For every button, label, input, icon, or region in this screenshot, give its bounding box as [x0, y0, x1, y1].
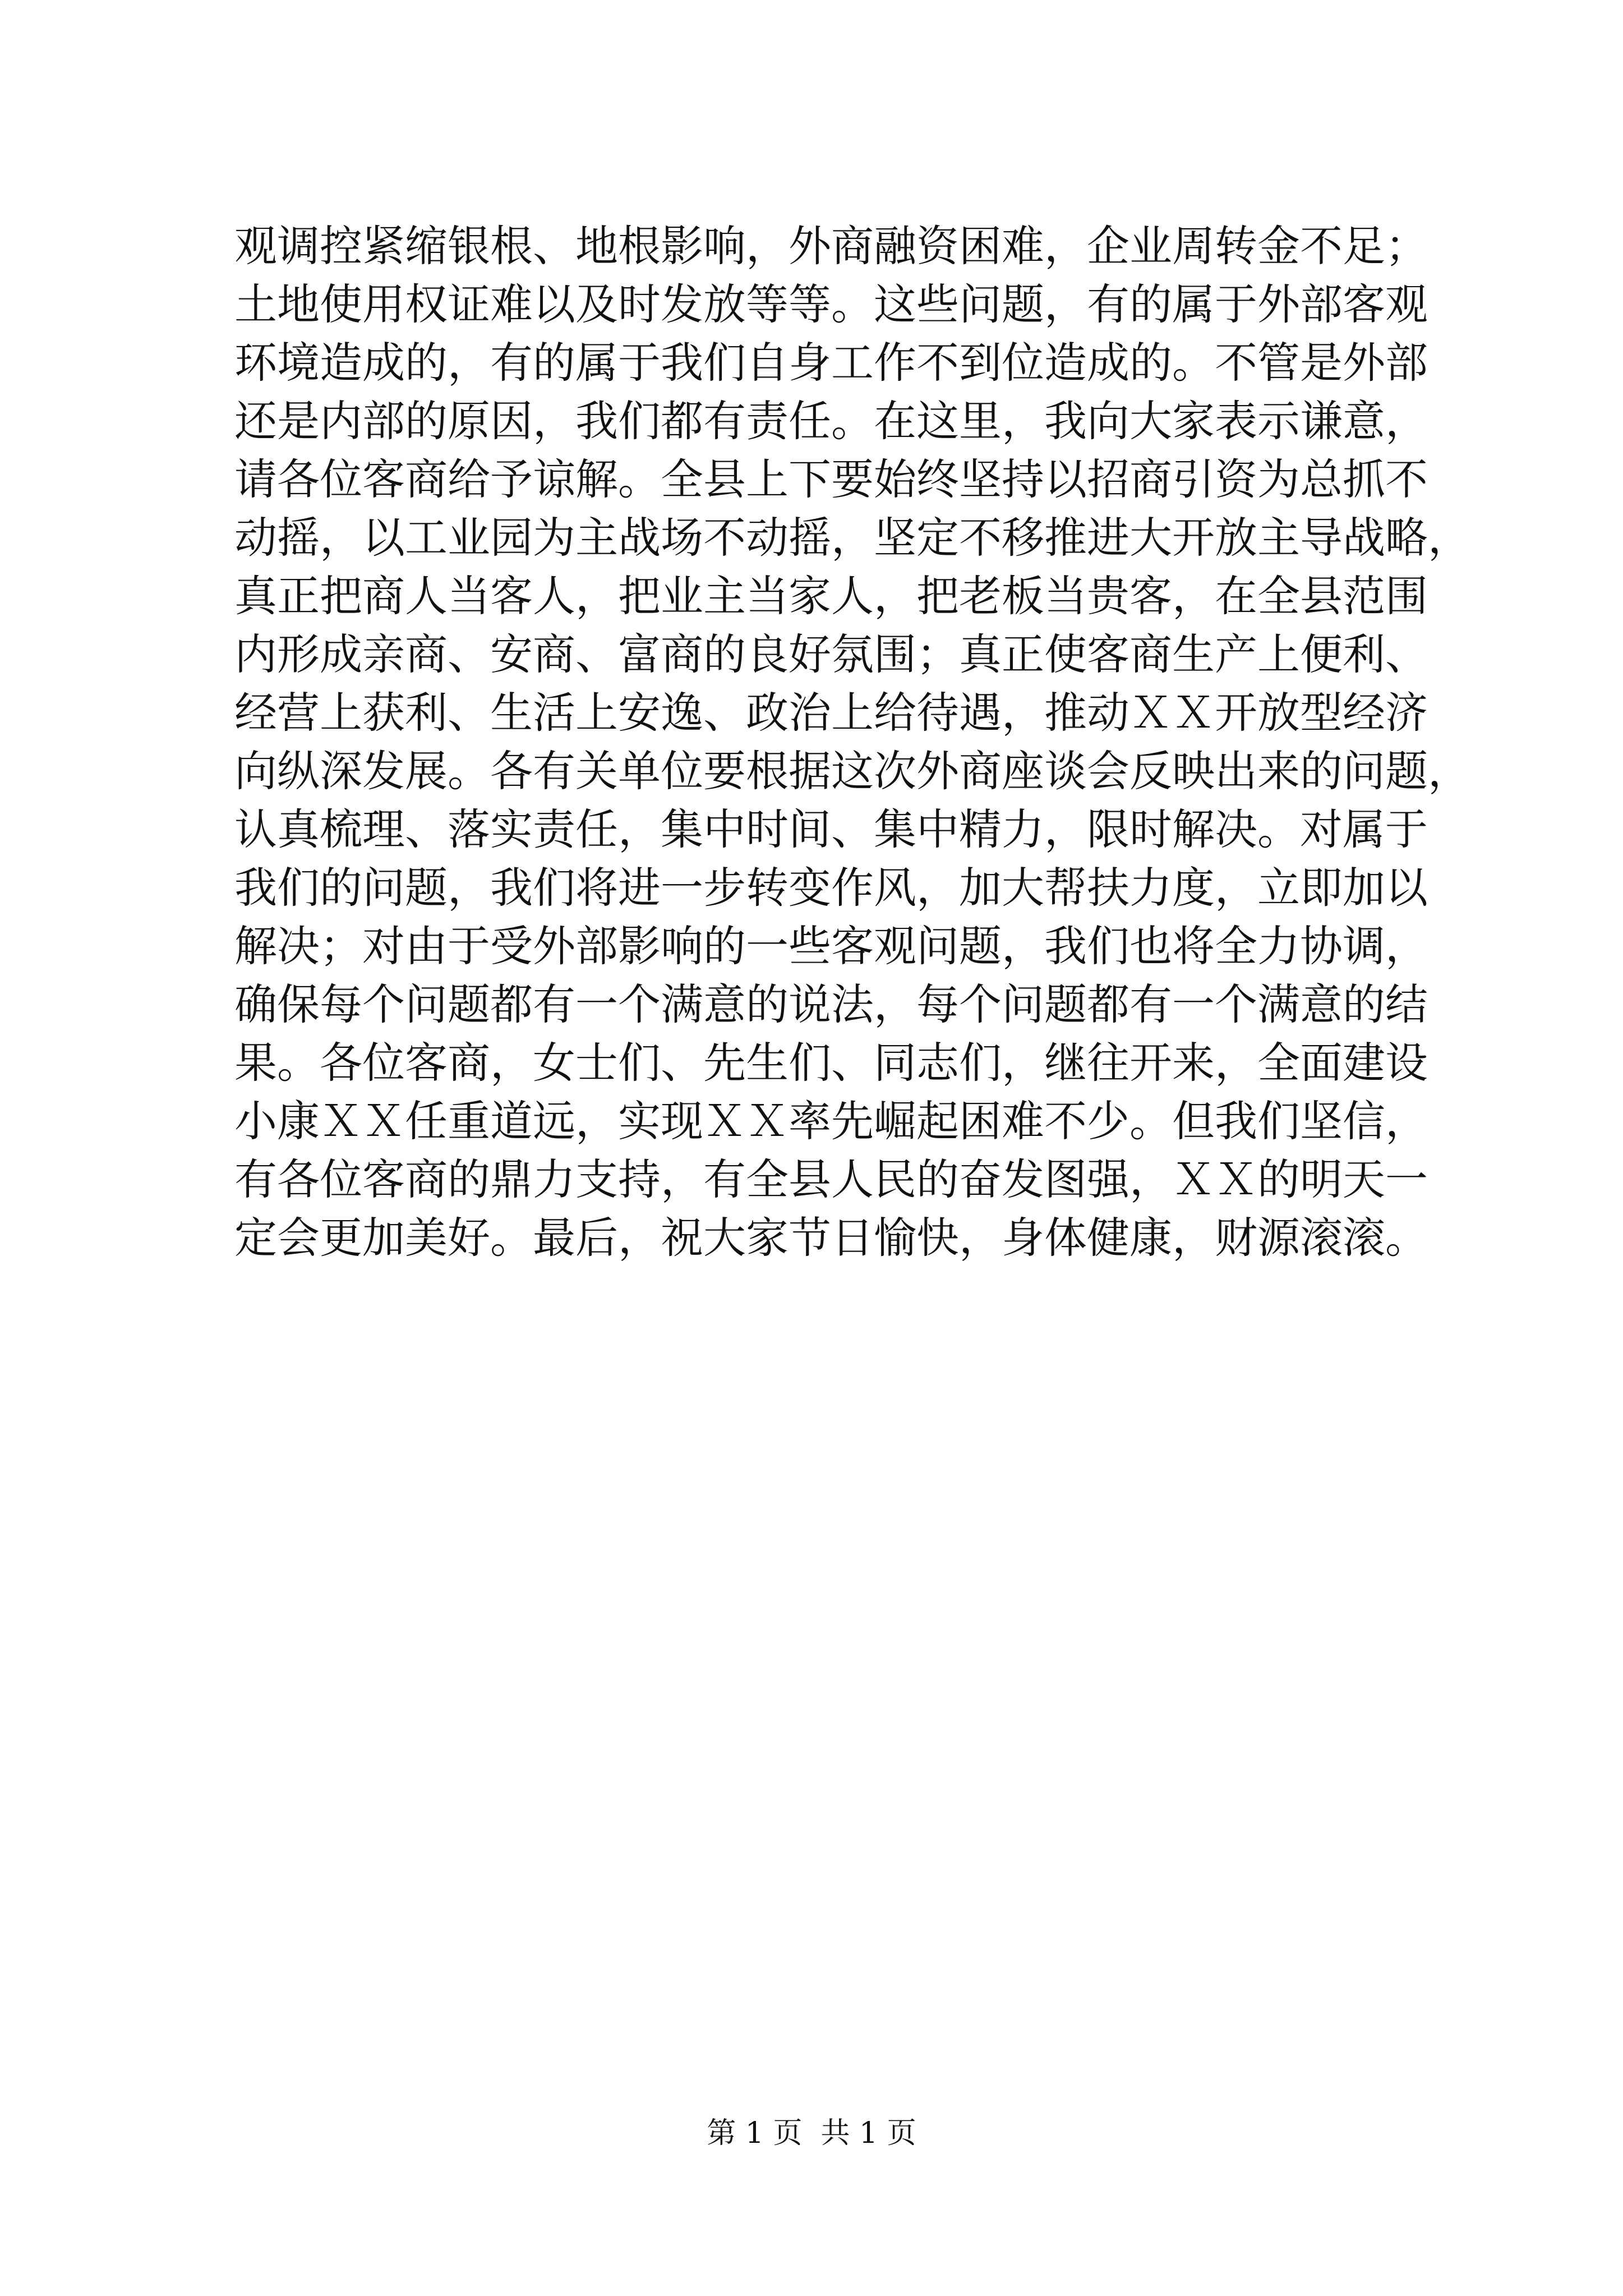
- text-line: 我们的问题，我们将进一步转变作风，加大帮扶力度，立即加以: [234, 863, 1428, 913]
- text-line: 有各位客商的鼎力支持，有全县人民的奋发图强，ＸＸ的明天一: [234, 1154, 1428, 1204]
- text-line: 定会更加美好。最后，祝大家节日愉快，身体健康，财源滚滚。: [234, 1213, 1428, 1263]
- text-line: 解决；对由于受外部影响的一些客观问题，我们也将全力协调，: [234, 921, 1428, 971]
- text-line: 环境造成的，有的属于我们自身工作不到位造成的。不管是外部: [234, 338, 1428, 388]
- text-line: 动摇，以工业园为主战场不动摇，坚定不移推进大开放主导战略，: [234, 513, 1470, 563]
- page-number-footer: 第 1 页 共 1 页: [707, 2116, 916, 2150]
- text-line: 向纵深发展。各有关单位要根据这次外商座谈会反映出来的问题，: [234, 746, 1470, 796]
- text-line: 请各位客商给予谅解。全县上下要始终坚持以招商引资为总抓不: [234, 454, 1428, 504]
- text-line: 认真梳理、落实责任，集中时间、集中精力，限时解决。对属于: [234, 804, 1428, 854]
- text-line: 还是内部的原因，我们都有责任。在这里，我向大家表示谦意，: [234, 396, 1428, 446]
- text-line: 经营上获利、生活上安逸、政治上给待遇，推动ＸＸ开放型经济: [234, 688, 1428, 738]
- text-line: 观调控紧缩银根、地根影响，外商融资困难，企业周转金不足；: [234, 221, 1428, 271]
- text-line: 确保每个问题都有一个满意的说法，每个问题都有一个满意的结: [234, 979, 1428, 1029]
- text-line: 土地使用权证难以及时发放等等。这些问题，有的属于外部客观: [234, 279, 1428, 329]
- text-line: 内形成亲商、安商、富商的良好氛围；真正使客商生产上便利、: [234, 629, 1428, 679]
- text-line: 真正把商人当客人，把业主当家人，把老板当贵客，在全县范围: [234, 571, 1428, 621]
- text-line: 小康ＸＸ任重道远，实现ＸＸ率先崛起困难不少。但我们坚信，: [234, 1096, 1428, 1146]
- body-paragraph: [234, 221, 1470, 1273]
- text-line: 果。各位客商，女士们、先生们、同志们，继往开来，全面建设: [234, 1038, 1428, 1088]
